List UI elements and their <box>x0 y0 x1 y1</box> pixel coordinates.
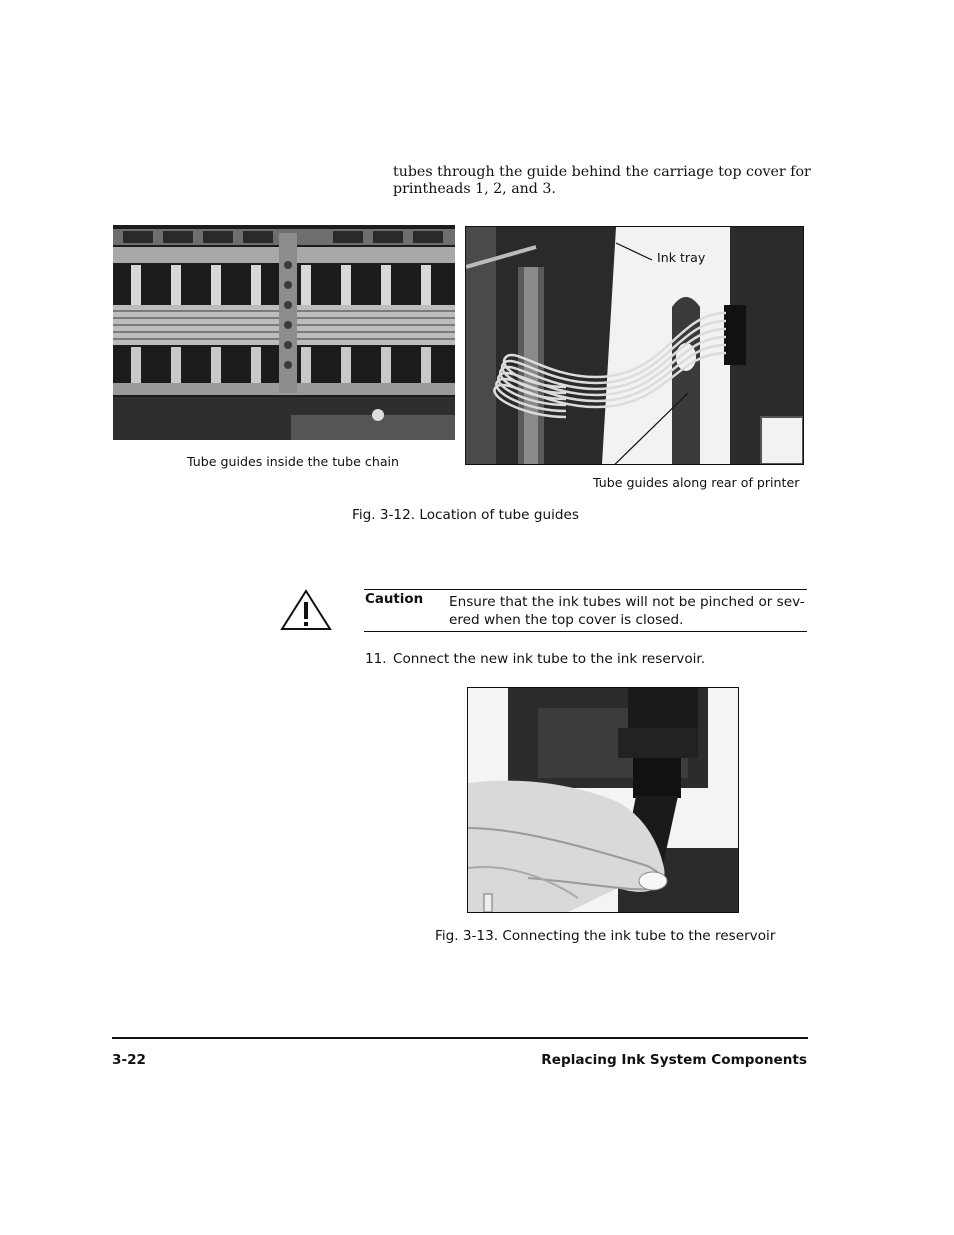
caution-label: Caution <box>365 592 424 607</box>
figure-12-caption: Fig. 3-12. Location of tube guides <box>352 507 579 523</box>
warning-triangle-icon <box>280 589 332 631</box>
tube-guides-label: Tube guides along rear of printer <box>593 475 800 490</box>
caution-text: Ensure that the ink tubes will not be pinched or sev-ered when the top cover is closed. <box>449 594 805 628</box>
intro-text: tubes through the guide behind the carriage top cover for printheads 1, 2, and 3. <box>393 164 811 197</box>
reservoir-connection-photo <box>467 687 739 913</box>
figure-13-caption: Fig. 3-13. Connecting the ink tube to the reservoir <box>435 928 776 944</box>
ink-tray-photo <box>465 226 804 465</box>
intro-paragraph <box>393 164 813 198</box>
footer-rule <box>112 1037 808 1039</box>
section-title: Replacing Ink System Components <box>541 1052 807 1068</box>
step-number: 11. <box>365 651 387 667</box>
caution-bottom-rule <box>364 631 807 632</box>
page-number: 3-22 <box>112 1052 147 1068</box>
tube-chain-photo-caption: Tube guides inside the tube chain <box>187 454 400 469</box>
ink-tray-label: Ink tray <box>657 250 706 265</box>
tube-chain-photo <box>113 225 455 440</box>
caution-top-rule <box>364 589 807 590</box>
step-text: Connect the new ink tube to the ink reservoir. <box>393 651 706 667</box>
